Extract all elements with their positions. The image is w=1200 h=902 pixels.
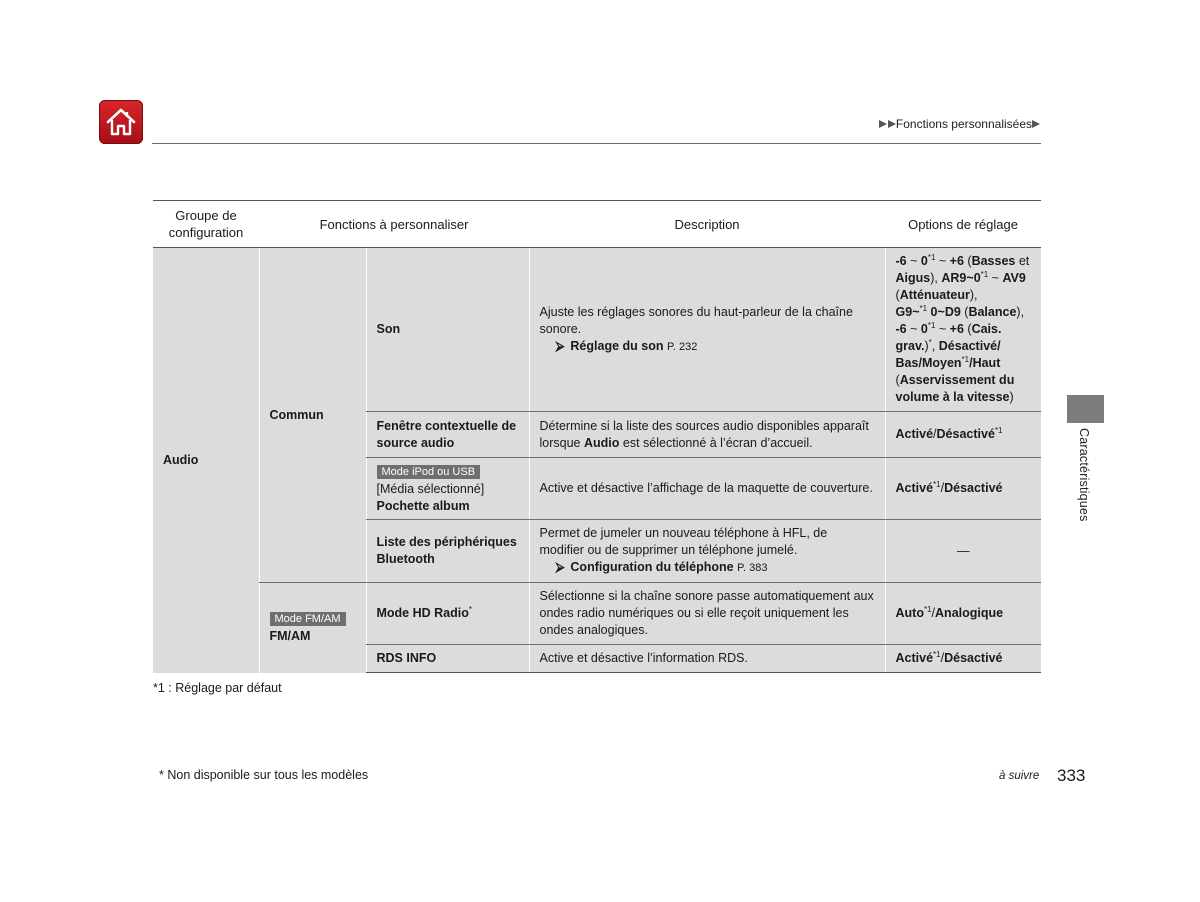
footnote-availability: * Non disponible sur tous les modèles [159,768,369,782]
options-bluetooth: — [885,520,1041,583]
function-bluetooth: Liste des périphériques Bluetooth [366,520,529,583]
home-icon [105,107,137,137]
function-pochette [366,458,529,520]
breadcrumb[interactable] [879,117,1040,131]
triangle-icon [888,120,896,128]
mode-badge-ipod-usb: Mode iPod ou USB [377,465,481,479]
options-son: -6 ~ 0$^{*1}$ ~ +6 (Basses et Aigus), AR9~0$^{*1}$ ~ AV9 (Atténuateur), G9~$^{*1}$ 0~D9 (Balance), -6 ~ 0$^{*1}$ ~ +6 (Cais. grav.)*, Désactivé/ Bas/Moyen$^{*1}$/Haut (Asservissement du volume à la vitesse) [885,248,1041,412]
reference-link-bluetooth[interactable] [540,559,875,577]
description-fenetre: Détermine si la liste des sources audio disponibles apparaît lorsque Audio est sélectionné à l’écran d’accueil. [529,412,885,458]
column-header-group: Groupe de configuration [153,201,259,248]
footnote-default: *1 : Réglage par défaut [153,681,282,695]
subgroup-fmam-label: FM/AM [269,629,311,644]
function-pochette-sub: [Média sélectionné] [376,481,485,496]
triangle-icon [879,120,887,128]
table-row [153,583,1041,645]
continued-label: à suivre [999,770,1040,782]
mode-badge-fm-am: Mode FM/AM [270,612,346,626]
description-text: Ajuste les réglages sonores du haut-parleur de la chaîne sonore. [539,304,853,336]
description-son [529,248,885,412]
subgroup-commun: Commun [259,248,366,583]
table-header-row [153,201,1041,248]
group-audio: Audio [153,248,259,673]
chapter-label: Caractéristiques [1077,428,1091,522]
function-pochette-name: Pochette album [376,498,470,513]
reference-link-son[interactable] [540,338,875,356]
options-pochette: Activé$^{*1}$/Désactivé [885,458,1041,520]
function-son: Son [366,248,529,412]
column-header-description: Description [529,201,885,248]
function-hdradio: Mode HD Radio* [366,583,529,645]
home-button[interactable] [99,100,143,144]
column-header-function: Fonctions à personnaliser [259,201,529,248]
reference-arrow-icon: ⮚ [555,560,565,574]
chapter-tab[interactable] [1067,395,1104,423]
reference-page: P. 232 [666,340,698,353]
reference-label: Réglage du son [570,338,664,353]
reference-arrow-icon: ⮚ [555,338,565,353]
description-bluetooth [529,520,885,583]
column-header-options: Options de réglage [885,201,1041,248]
description-hdradio: Sélectionne si la chaîne sonore passe automatiquement aux ondes radio numériques ou si elle reçoit uniquement les ondes analogiques. [529,583,885,645]
page-number: 333 [1057,766,1086,785]
settings-table [153,200,1041,673]
reference-label: Configuration du téléphone [570,560,734,574]
description-text: Permet de jumeler un nouveau téléphone à HFL, de modifier ou de supprimer un téléphone jumelé. [539,526,828,557]
subgroup-fmam [259,583,366,673]
function-rds: RDS INFO [366,645,529,673]
description-rds: Active et désactive l’information RDS. [529,645,885,673]
options-hdradio: Auto$^{*1}$/Analogique [885,583,1041,645]
header-divider [152,143,1041,144]
description-pochette: Active et désactive l’affichage de la maquette de couverture. [529,458,885,520]
breadcrumb-label: Fonctions personnalisées [895,117,1032,131]
options-rds: Activé$^{*1}$/Désactivé [885,645,1041,673]
triangle-icon [1032,120,1040,128]
reference-page: P. 383 [737,562,768,574]
function-fenetre: Fenêtre contextuelle de source audio [366,412,529,458]
table-row [153,248,1041,412]
options-fenetre: Activé/Désactivé$^{*1}$ [885,412,1041,458]
